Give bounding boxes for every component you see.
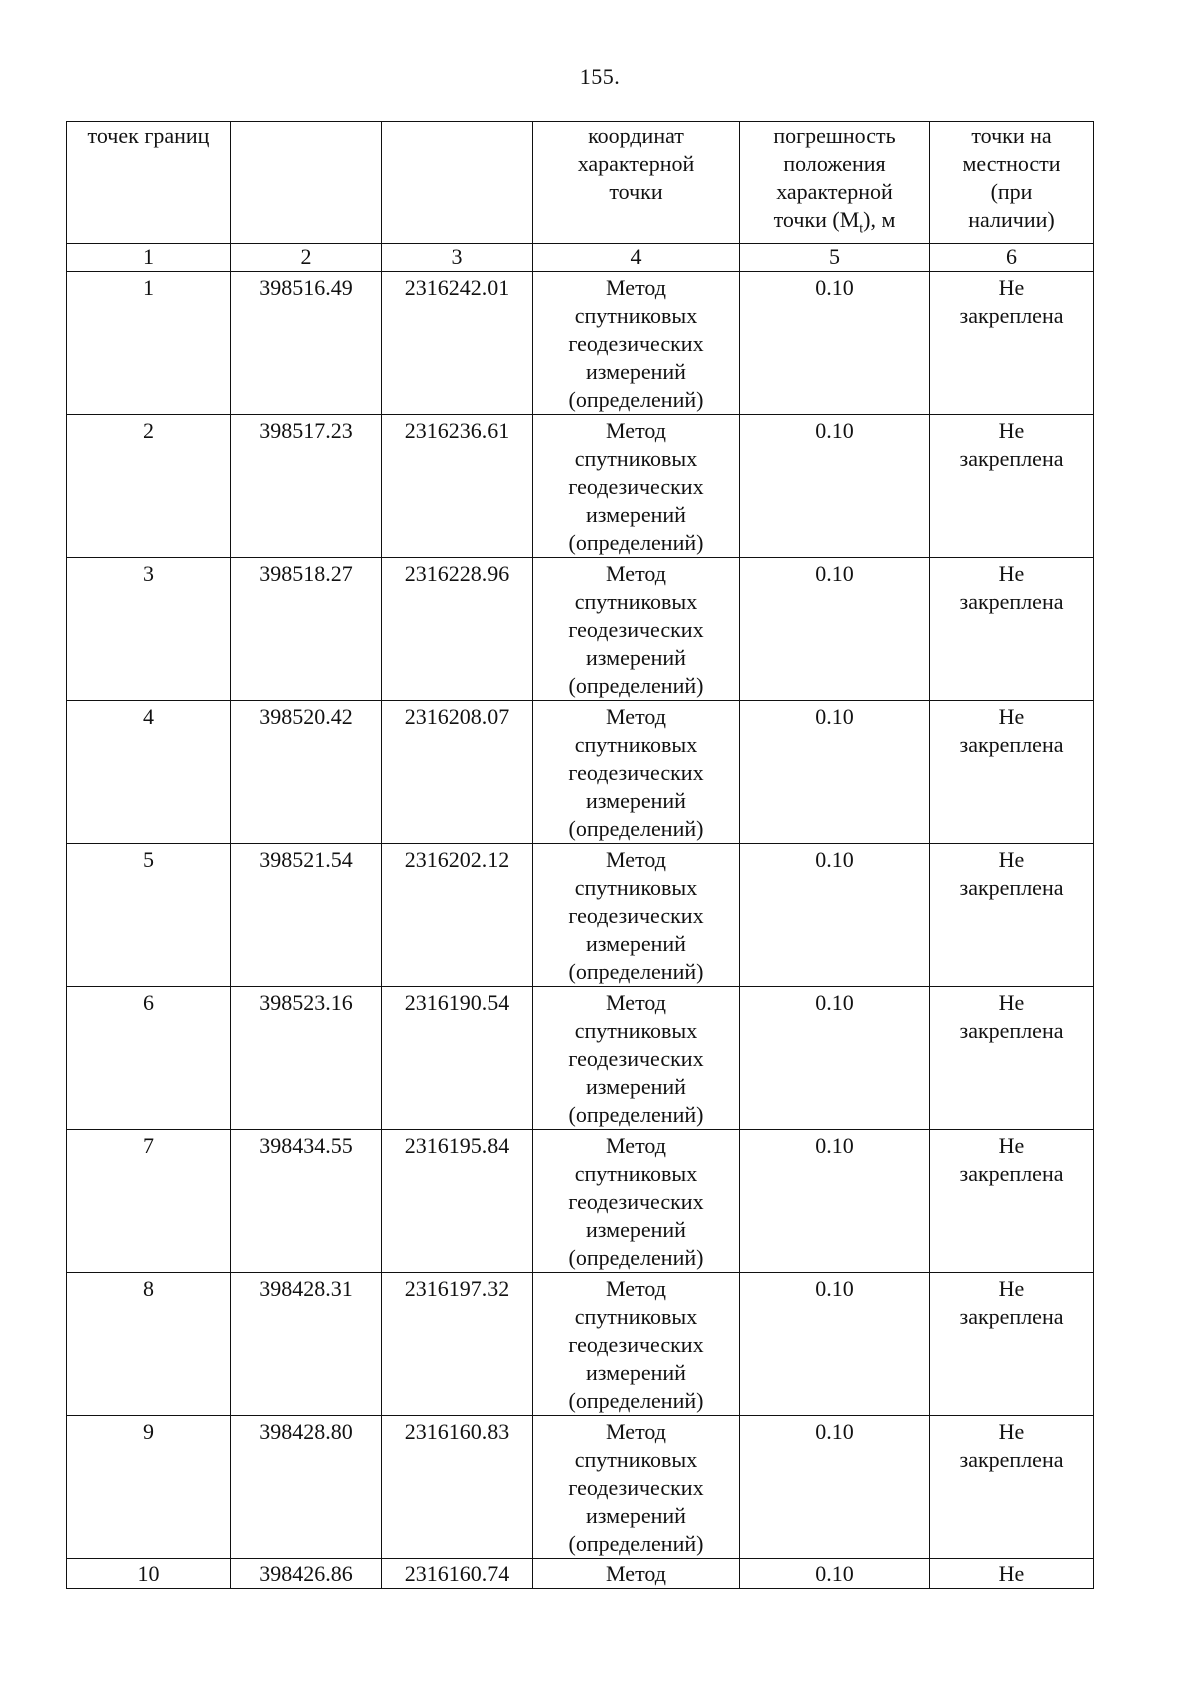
method-cell [533,1273,740,1416]
accuracy-cell: 0.10 [740,1559,930,1589]
column-number: 3 [382,244,533,272]
method-cell [533,415,740,558]
point-number-cell: 8 [67,1273,231,1416]
method-text-line: Метод [606,418,666,444]
method-text-line: (определений) [568,387,704,413]
x-coordinate-cell: 398518.27 [231,558,382,701]
method-cell [533,701,740,844]
method-text-line: спутниковых [574,1161,698,1187]
x-coordinate-cell: 398520.42 [231,701,382,844]
table-row [67,1559,1094,1589]
column-number: 4 [533,244,740,272]
method-text-line: спутниковых [574,589,698,615]
method-text-line: геодезических [568,474,704,500]
fixing-text-line: Не [998,990,1025,1016]
point-number-cell: 6 [67,987,231,1130]
fixing-text-line: Не [998,561,1025,587]
method-text-line: спутниковых [574,446,698,472]
point-number-cell: 2 [67,415,231,558]
fixing-text-line: Не [998,1276,1025,1302]
method-text-line: геодезических [568,1475,704,1501]
y-coordinate-cell: 2316202.12 [382,844,533,987]
method-text-line: (определений) [568,1245,704,1271]
point-number-cell: 3 [67,558,231,701]
method-text-line: Метод [606,847,666,873]
method-text-line: (определений) [568,1388,704,1414]
method-text-line: измерений [586,502,686,528]
method-text-line: спутниковых [574,1447,698,1473]
method-text-line: измерений [586,788,686,814]
method-text-line: геодезических [568,617,704,643]
fixing-text-line: закреплена [959,1447,1064,1473]
method-text-line: Метод [606,275,666,301]
column-number: 1 [67,244,231,272]
fixing-text-line: закреплена [959,732,1064,758]
method-text-line: Метод [606,1419,666,1445]
method-cell [533,1130,740,1273]
method-text-line: измерений [586,1074,686,1100]
column-number-row [67,244,1094,272]
method-text-line: измерений [586,1217,686,1243]
method-text-line: спутниковых [574,1304,698,1330]
y-coordinate-cell: 2316195.84 [382,1130,533,1273]
method-text-line: измерений [586,931,686,957]
fixing-cell [930,415,1094,558]
table-row [67,1273,1094,1416]
method-text-line: геодезических [568,1046,704,1072]
method-text-line: (определений) [568,959,704,985]
fixing-cell [930,1416,1094,1559]
accuracy-cell: 0.10 [740,1130,930,1273]
fixing-text-line: Не [998,704,1025,730]
method-text-line: Метод [606,1561,666,1587]
method-text-line: Метод [606,1276,666,1302]
method-text-line: геодезических [568,903,704,929]
accuracy-cell: 0.10 [740,987,930,1130]
accuracy-cell: 0.10 [740,1416,930,1559]
table-row [67,558,1094,701]
x-coordinate-cell: 398428.31 [231,1273,382,1416]
table-row [67,415,1094,558]
column-number: 2 [231,244,382,272]
header-cell-method: координат характерной точки [533,122,740,244]
fixing-cell [930,701,1094,844]
fixing-cell [930,558,1094,701]
fixing-cell [930,987,1094,1130]
fixing-text-line: Не [998,1561,1025,1587]
header-cell-fixing: точки на местности (при наличии) [930,122,1094,244]
accuracy-cell: 0.10 [740,1273,930,1416]
fixing-cell [930,1130,1094,1273]
fixing-text-line: Не [998,1419,1025,1445]
y-coordinate-cell: 2316160.83 [382,1416,533,1559]
fixing-text-line: закреплена [959,1304,1064,1330]
method-cell [533,1559,740,1589]
method-text-line: (определений) [568,1102,704,1128]
method-text-line: измерений [586,1360,686,1386]
accuracy-cell: 0.10 [740,415,930,558]
point-number-cell: 10 [67,1559,231,1589]
x-coordinate-cell: 398428.80 [231,1416,382,1559]
table-row [67,272,1094,415]
x-coordinate-cell: 398523.16 [231,987,382,1130]
table-row [67,844,1094,987]
method-text-line: геодезических [568,760,704,786]
page-number: 155. [579,64,621,89]
y-coordinate-cell: 2316236.61 [382,415,533,558]
y-coordinate-cell: 2316242.01 [382,272,533,415]
table-row [67,987,1094,1130]
header-cell-point-number: точек границ [67,122,231,244]
table-row [67,1130,1094,1273]
y-coordinate-cell: 2316208.07 [382,701,533,844]
method-text-line: Метод [606,561,666,587]
point-number-cell: 7 [67,1130,231,1273]
method-text-line: Метод [606,1133,666,1159]
point-number-cell: 4 [67,701,231,844]
method-cell [533,272,740,415]
method-text-line: (определений) [568,1531,704,1557]
x-coordinate-cell: 398521.54 [231,844,382,987]
fixing-text-line: Не [998,847,1025,873]
method-text-line: (определений) [568,673,704,699]
table-header-row [67,122,1094,244]
method-cell [533,558,740,701]
y-coordinate-cell: 2316228.96 [382,558,533,701]
fixing-cell [930,844,1094,987]
method-text-line: спутниковых [574,1018,698,1044]
accuracy-cell: 0.10 [740,701,930,844]
method-text-line: геодезических [568,331,704,357]
method-text-line: (определений) [568,530,704,556]
fixing-text-line: Не [998,1133,1025,1159]
point-number-cell: 9 [67,1416,231,1559]
coordinates-table [66,121,1094,1589]
method-text-line: спутниковых [574,303,698,329]
fixing-text-line: закреплена [959,446,1064,472]
table-row [67,1416,1094,1559]
table-row [67,701,1094,844]
y-coordinate-cell: 2316190.54 [382,987,533,1130]
method-text-line: спутниковых [574,732,698,758]
accuracy-cell: 0.10 [740,844,930,987]
header-cell-accuracy: погрешность положения характерной точки $(M_t)$, м [740,122,930,244]
x-coordinate-cell: 398516.49 [231,272,382,415]
method-text-line: Метод [606,990,666,1016]
fixing-text-line: закреплена [959,875,1064,901]
fixing-text-line: Не [998,418,1025,444]
method-cell [533,844,740,987]
fixing-text-line: закреплена [959,1161,1064,1187]
accuracy-cell: 0.10 [740,272,930,415]
method-text-line: Метод [606,704,666,730]
fixing-text-line: закреплена [959,1018,1064,1044]
fixing-text-line: Не [998,275,1025,301]
point-number-cell: 5 [67,844,231,987]
method-text-line: (определений) [568,816,704,842]
y-coordinate-cell: 2316160.74 [382,1559,533,1589]
method-cell [533,987,740,1130]
method-text-line: геодезических [568,1332,704,1358]
point-number-cell: 1 [67,272,231,415]
method-cell [533,1416,740,1559]
method-text-line: спутниковых [574,875,698,901]
accuracy-cell: 0.10 [740,558,930,701]
column-number: 6 [930,244,1094,272]
method-text-line: измерений [586,1503,686,1529]
fixing-cell [930,1273,1094,1416]
method-text-line: геодезических [568,1189,704,1215]
y-coordinate-cell: 2316197.32 [382,1273,533,1416]
column-number: 5 [740,244,930,272]
fixing-text-line: закреплена [959,589,1064,615]
header-cell-y [382,122,533,244]
header-cell-x [231,122,382,244]
fixing-cell [930,272,1094,415]
fixing-text-line: закреплена [959,303,1064,329]
fixing-cell [930,1559,1094,1589]
x-coordinate-cell: 398426.86 [231,1559,382,1589]
method-text-line: измерений [586,645,686,671]
x-coordinate-cell: 398434.55 [231,1130,382,1273]
x-coordinate-cell: 398517.23 [231,415,382,558]
method-text-line: измерений [586,359,686,385]
